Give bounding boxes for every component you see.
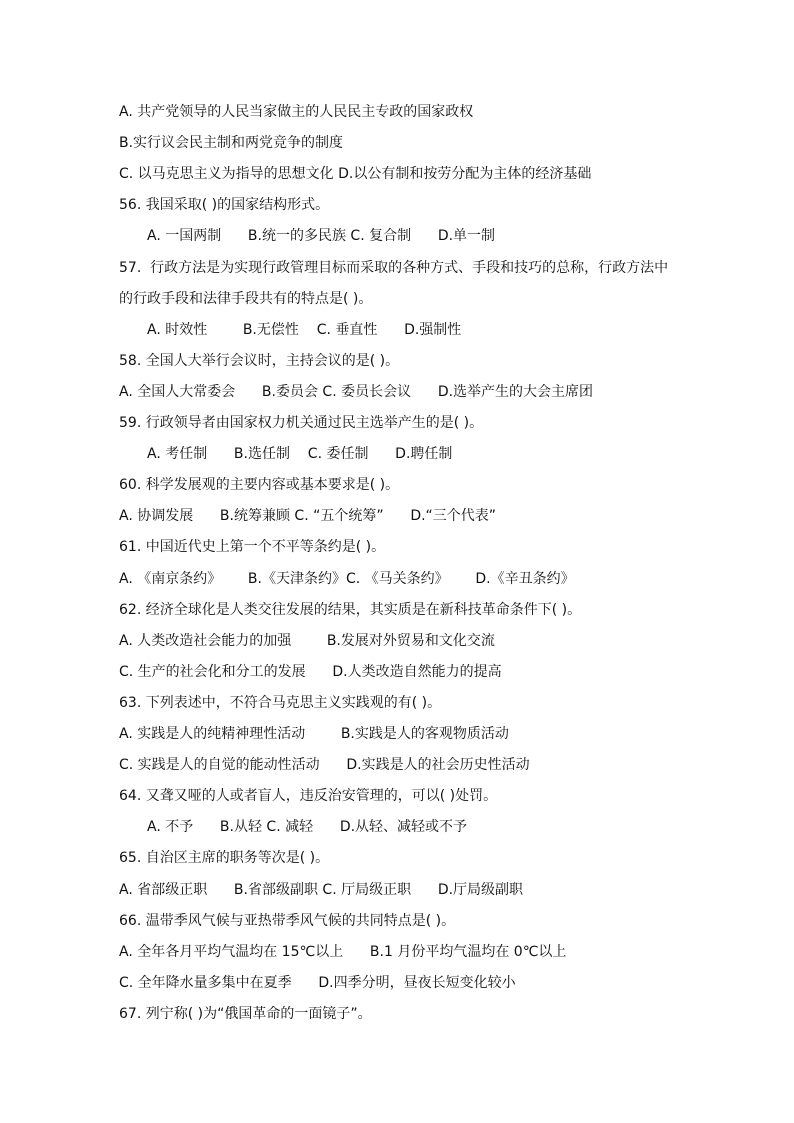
text-line: 61. 中国近代史上第一个不平等条约是( )。 [119, 539, 386, 556]
text-line: 64. 又聋又哑的人或者盲人，违反治安管理的，可以( )处罚。 [119, 788, 498, 805]
text-line: A. 不予 B.从轻 C. 减轻 D.从轻、减轻或不予 [147, 819, 468, 836]
text-line: C. 以马克思主义为指导的思想文化 D.以公有制和按劳分配为主体的经济基础 [119, 166, 592, 183]
text-line: A. 考任制 B.选任制 C. 委任制 D.聘任制 [147, 446, 453, 463]
text-line: A. 全国人大常委会 B.委员会 C. 委员长会议 D.选举产生的大会主席团 [119, 383, 594, 400]
text-line: C. 全年降水量多集中在夏季 D.四季分明，昼夜长短变化较小 [119, 974, 516, 991]
text-line: 67. 列宁称( )为“俄国革命的一面镜子”。 [119, 1005, 372, 1022]
text-line: 60. 科学发展观的主要内容或基本要求是( )。 [119, 477, 400, 494]
text-line: 56. 我国采取( )的国家结构形式。 [119, 197, 330, 214]
text-line: B.实行议会民主制和两党竞争的制度 [119, 135, 344, 152]
text-line: A. 一国两制 B.统一的多民族 C. 复合制 D.单一制 [147, 228, 496, 245]
text-line: 62. 经济全球化是人类交往发展的结果，其实质是在新科技革命条件下( )。 [119, 601, 582, 618]
text-line: 59. 行政领导者由国家权力机关通过民主选举产生的是( )。 [119, 415, 484, 431]
text-line: A. 人类改造社会能力的加强 B.发展对外贸易和文化交流 [119, 632, 495, 649]
text-line: C. 实践是人的自觉的能动性活动 D.实践是人的社会历史性活动 [119, 757, 530, 774]
text-line: A. 时效性 B.无偿性 C. 垂直性 D.强制性 [147, 321, 462, 338]
text-line: 65. 自治区主席的职务等次是( )。 [119, 850, 330, 867]
text-line: A. 实践是人的纯精神理性活动 B.实践是人的客观物质活动 [119, 726, 509, 742]
text-line: C. 生产的社会化和分工的发展 D.人类改造自然能力的提高 [119, 663, 502, 680]
text-line: A. 省部级正职 B.省部级副职 C. 厅局级正职 D.厅局级副职 [119, 881, 524, 898]
text-line: 57. 行政方法是为实现行政管理目标而采取的各种方式、手段和技巧的总称，行政方法中 [119, 259, 669, 276]
text-line: 58. 全国人大举行会议时，主持会议的是( )。 [119, 352, 400, 369]
text-line: A. 协调发展 B.统筹兼顾 C. “五个统筹” D.“三个代表” [119, 508, 497, 525]
text-line: A. 全年各月平均气温均在 15℃以上 B.1 月份平均气温均在 0℃以上 [119, 943, 567, 960]
text-line: A. 《南京条约》 B.《天津条约》C. 《马关条约》 D.《辛丑条约》 [119, 570, 575, 587]
text-line: 66. 温带季风气候与亚热带季风气候的共同特点是( )。 [119, 912, 456, 929]
text-line: 63. 下列表述中，不符合马克思主义实践观的有( )。 [119, 694, 442, 711]
text-line: 的行政手段和法律手段共有的特点是( )。 [119, 290, 373, 307]
text-line: A. 共产党领导的人民当家做主的人民民主专政的国家政权 [119, 104, 474, 120]
